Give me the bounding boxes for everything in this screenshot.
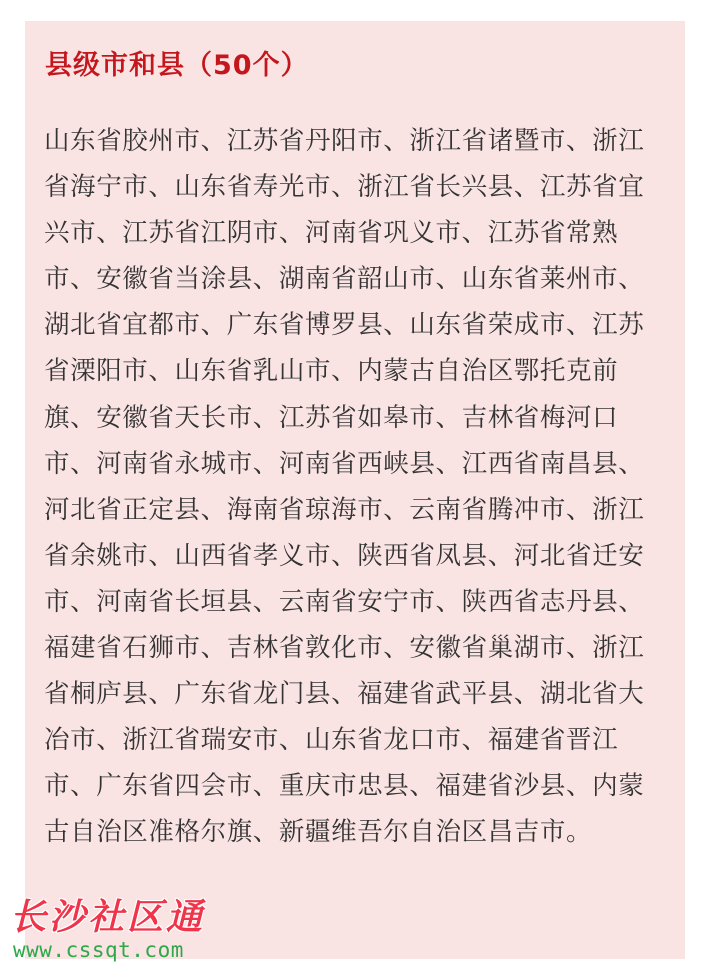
- content-card: [25, 21, 685, 959]
- county-list-text: 山东省胶州市、江苏省丹阳市、浙江省诸暨市、浙江省海宁市、山东省寿光市、浙江省长兴县、江苏省宜兴市、江苏省江阴市、河南省巩义市、江苏省常熟市、安徽省当涂县、湖南省韶山市、山东省莱州市、湖北省宜都市、广东省博罗县、山东省荣成市、江苏省溧阳市、山东省乳山市、内蒙古自治区鄂托克前旗、安徽省天长市、江苏省如皋市、吉林省梅河口市、河南省永城市、河南省西峡县、江西省南昌县、河北省正定县、海南省琼海市、云南省腾冲市、浙江省余姚市、山西省孝义市、陕西省凤县、河北省迁安市、河南省长垣县、云南省安宁市、陕西省志丹县、福建省石狮市、吉林省敦化市、安徽省巢湖市、浙江省桐庐县、广东省龙门县、福建省武平县、湖北省大冶市、浙江省瑞安市、山东省龙口市、福建省晋江市、广东省四会市、重庆市忠县、福建省沙县、内蒙古自治区准格尔旗、新疆维吾尔自治区昌吉市。: [44, 126, 645, 848]
- watermark-logo-text: 长沙社区通: [10, 897, 206, 938]
- section-heading: 县级市和县（50个）: [45, 50, 309, 81]
- site-watermark: [10, 898, 220, 962]
- watermark-url: www.cssqt.com: [13, 938, 184, 962]
